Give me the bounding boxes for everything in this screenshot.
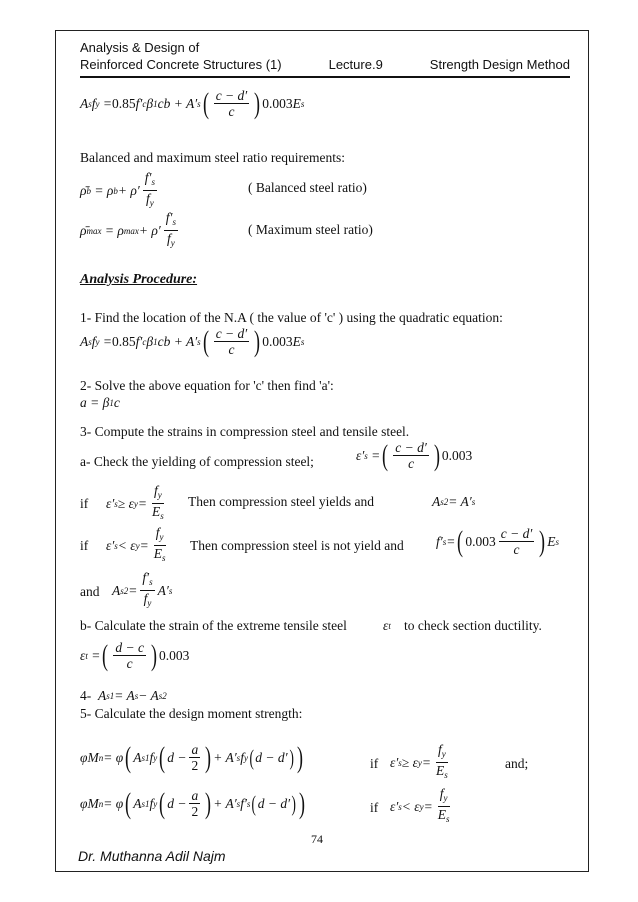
header-row bbox=[80, 57, 570, 72]
if-label-1: if bbox=[80, 496, 89, 511]
footer-author: Dr. Muthanna Adil Najm bbox=[78, 848, 226, 864]
equation-yield-check: ε′ s ≥ ε y = $\frac{f_y}{E_s}$ bbox=[106, 483, 164, 521]
step3b-end-text: to check section ductility. bbox=[404, 618, 542, 633]
equation-as2-not-yield: A s2 = $\frac{f'_s}{f_y}$ A′ s bbox=[112, 570, 173, 608]
step3a-text: a- Check the yielding of compression steel; bbox=[80, 454, 314, 469]
equation-as2-yield: A s2 = A′ s bbox=[432, 494, 476, 509]
header-divider bbox=[80, 76, 570, 78]
if-label-2: if bbox=[80, 538, 89, 553]
header-course: Reinforced Concrete Structures (1) bbox=[80, 57, 282, 72]
equation-force-balance-1: A s f y = 0.85 f′ c β 1 cb + A′ s ( $\frac{c - d'}{c}$ ) 0.003 E s bbox=[80, 86, 305, 120]
header-lecture: Lecture.9 bbox=[328, 57, 383, 72]
equation-as1: A s1 = A s − A s2 bbox=[98, 688, 167, 703]
header-title: Analysis & Design of bbox=[80, 40, 200, 55]
equation-compression-strain: ε′ s = ( $\frac{c - d'}{c}$ ) 0.003 bbox=[356, 438, 473, 472]
equation-a: a = β 1 c bbox=[80, 395, 120, 410]
equation-tensile-strain: ε t = ( $\frac{d - c}{c}$ ) 0.003 bbox=[80, 638, 190, 672]
and-semicolon: and; bbox=[505, 756, 529, 771]
equation-fs-prime: f′ s = ( 0.003 $\frac{c - d'}{c}$ ) E s bbox=[436, 524, 560, 558]
then-yields-text: Then compression steel yields and bbox=[188, 494, 374, 509]
step4-text: 4- bbox=[80, 688, 92, 703]
if-label-4: if bbox=[370, 800, 379, 815]
equation-max-ratio: ρ̄ max = ρ max + ρ′ $\frac{f'_s}{f_y}$ bbox=[80, 210, 176, 248]
if-label-3: if bbox=[370, 756, 379, 771]
step3b-text: b- Calculate the strain of the extreme tensile steel bbox=[80, 618, 347, 633]
step5-text: 5- Calculate the design moment strength: bbox=[80, 706, 303, 721]
then-not-yield-text: Then compression steel is not yield and bbox=[190, 538, 404, 553]
step1-text: 1- Find the location of the N.A ( the value of 'c' ) using the quadratic equation: bbox=[80, 310, 503, 325]
and-label: and bbox=[80, 584, 100, 599]
equation-not-yield-check: ε′ s < ε y = $\frac{f_y}{E_s}$ bbox=[106, 525, 166, 563]
equation-moment-not-yield: φM n = φ ( A s1 f y ( d − $\frac{a}{2}$ ) + A′ s f′ s ( d − d′ ) ) bbox=[80, 786, 306, 820]
equation-force-balance-2: A s f y = 0.85 f′ c β 1 cb + A′ s ( $\frac{c - d'}{c}$ ) 0.003 E s bbox=[80, 324, 305, 358]
equation-condition-yield: ε′ s ≥ ε y = $\frac{f_y}{E_s}$ bbox=[390, 742, 448, 780]
header-topic: Strength Design Method bbox=[429, 57, 570, 72]
equation-balanced-ratio: ρ̄ b = ρ b + ρ′ $\frac{f'_s}{f_y}$ bbox=[80, 170, 155, 208]
page-number: 74 bbox=[311, 832, 323, 846]
equation-moment-yield: φM n = φ ( A s1 f y ( d − $\frac{a}{2}$ ) + A′ s f y ( d − d′ ) ) bbox=[80, 740, 303, 774]
step2-text: 2- Solve the above equation for 'c' then find 'a': bbox=[80, 378, 334, 393]
balanced-intro: Balanced and maximum steel ratio requirements: bbox=[80, 150, 346, 165]
equation-condition-not-yield: ε′ s < ε y = $\frac{f_y}{E_s}$ bbox=[390, 786, 450, 824]
balanced-note: ( Balanced steel ratio) bbox=[248, 180, 367, 195]
symbol-epsilon-t: ε t bbox=[383, 618, 391, 633]
analysis-heading: Analysis Procedure: bbox=[80, 272, 198, 287]
max-note: ( Maximum steel ratio) bbox=[248, 222, 373, 237]
step3-text: 3- Compute the strains in compression steel and tensile steel. bbox=[80, 424, 410, 439]
